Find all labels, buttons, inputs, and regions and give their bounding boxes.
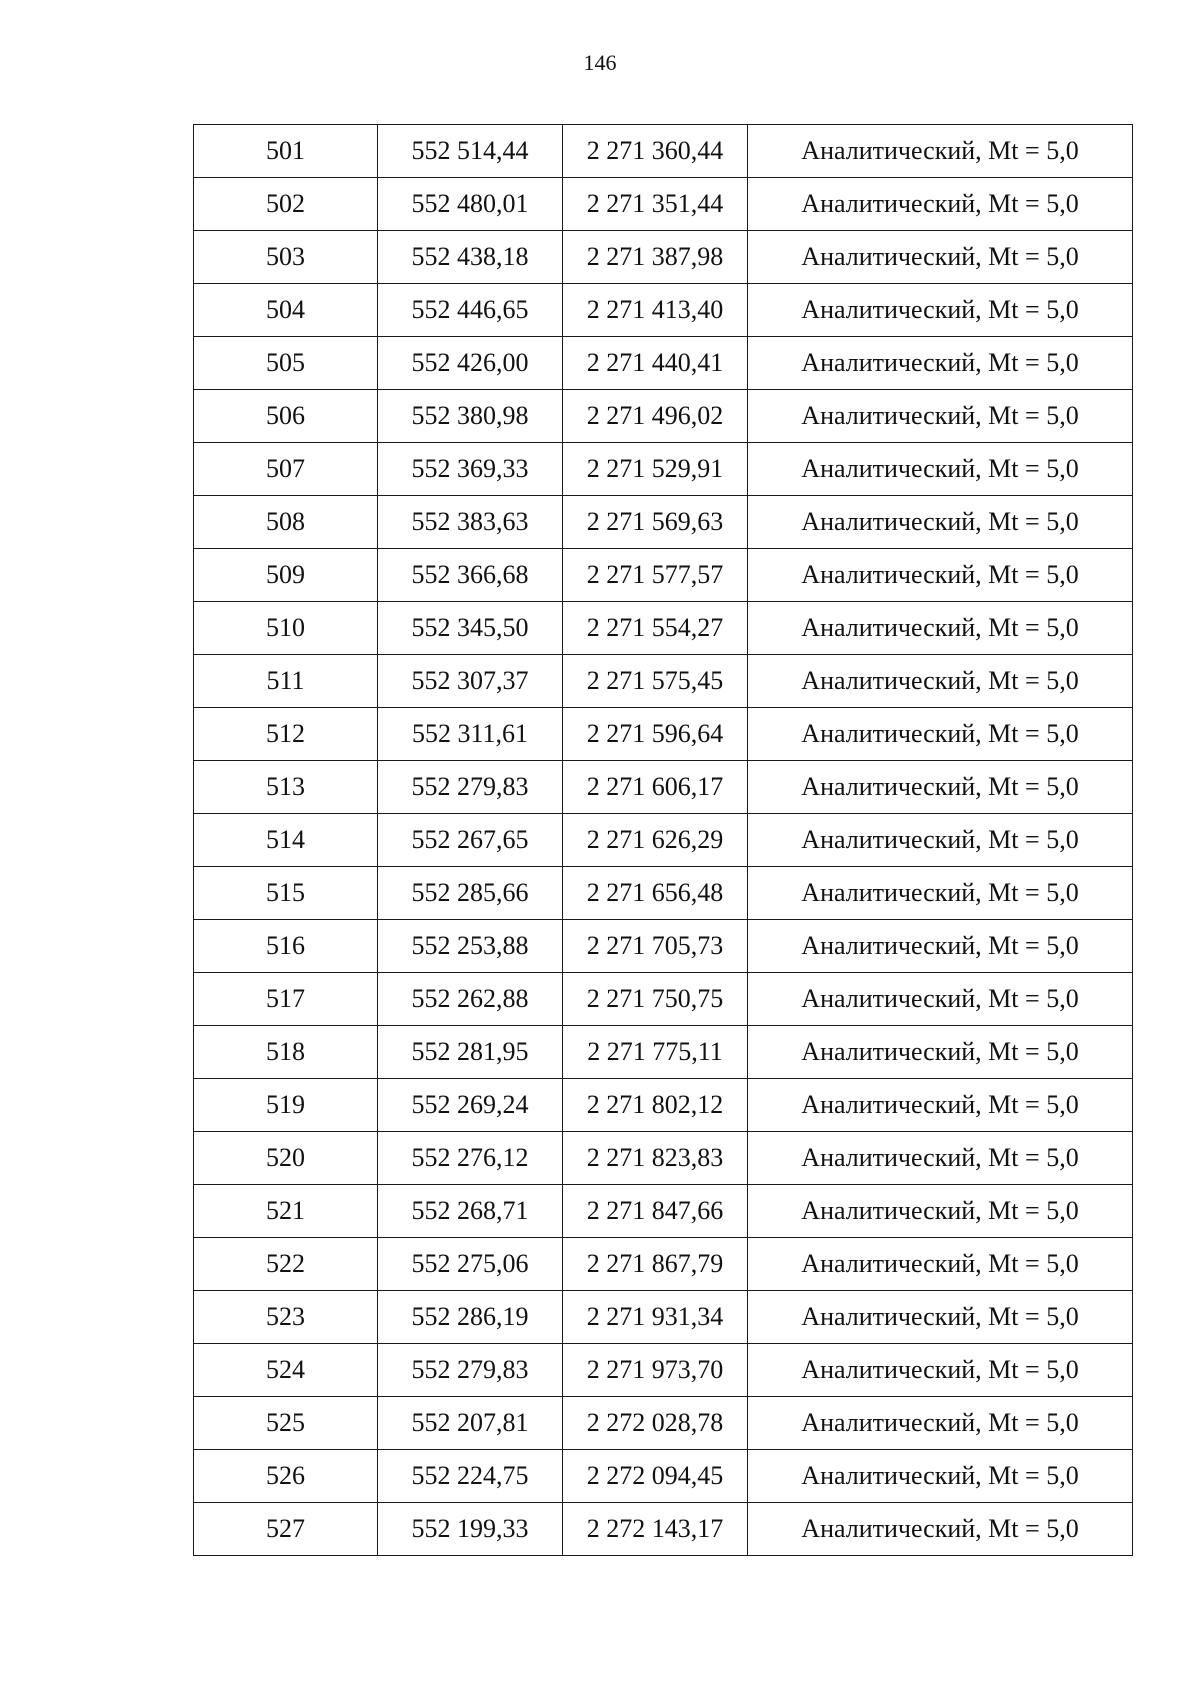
x-coordinate-cell: 552 276,12 [378, 1132, 563, 1185]
method-cell: Аналитический, Mt = 5,0 [748, 337, 1133, 390]
point-number-cell: 510 [194, 602, 378, 655]
y-coordinate-cell: 2 271 705,73 [563, 920, 748, 973]
method-cell: Аналитический, Mt = 5,0 [748, 1397, 1133, 1450]
point-number-cell: 509 [194, 549, 378, 602]
table-row [194, 814, 1133, 867]
y-coordinate-cell: 2 271 569,63 [563, 496, 748, 549]
x-coordinate-cell: 552 286,19 [378, 1291, 563, 1344]
point-number-cell: 505 [194, 337, 378, 390]
table-row [194, 761, 1133, 814]
method-cell: Аналитический, Mt = 5,0 [748, 1344, 1133, 1397]
table-row [194, 655, 1133, 708]
y-coordinate-cell: 2 271 656,48 [563, 867, 748, 920]
table-row [194, 1291, 1133, 1344]
point-number-cell: 516 [194, 920, 378, 973]
x-coordinate-cell: 552 269,24 [378, 1079, 563, 1132]
point-number-cell: 518 [194, 1026, 378, 1079]
point-number-cell: 502 [194, 178, 378, 231]
x-coordinate-cell: 552 366,68 [378, 549, 563, 602]
table-row [194, 1026, 1133, 1079]
method-cell: Аналитический, Mt = 5,0 [748, 125, 1133, 178]
x-coordinate-cell: 552 207,81 [378, 1397, 563, 1450]
y-coordinate-cell: 2 271 626,29 [563, 814, 748, 867]
x-coordinate-cell: 552 369,33 [378, 443, 563, 496]
y-coordinate-cell: 2 271 351,44 [563, 178, 748, 231]
y-coordinate-cell: 2 271 529,91 [563, 443, 748, 496]
y-coordinate-cell: 2 271 413,40 [563, 284, 748, 337]
table-row [194, 125, 1133, 178]
y-coordinate-cell: 2 271 606,17 [563, 761, 748, 814]
point-number-cell: 511 [194, 655, 378, 708]
x-coordinate-cell: 552 224,75 [378, 1450, 563, 1503]
point-number-cell: 526 [194, 1450, 378, 1503]
y-coordinate-cell: 2 271 440,41 [563, 337, 748, 390]
method-cell: Аналитический, Mt = 5,0 [748, 549, 1133, 602]
y-coordinate-cell: 2 271 387,98 [563, 231, 748, 284]
y-coordinate-cell: 2 271 847,66 [563, 1185, 748, 1238]
table-row [194, 443, 1133, 496]
method-cell: Аналитический, Mt = 5,0 [748, 708, 1133, 761]
y-coordinate-cell: 2 271 575,45 [563, 655, 748, 708]
table-row [194, 1344, 1133, 1397]
table-row [194, 284, 1133, 337]
method-cell: Аналитический, Mt = 5,0 [748, 655, 1133, 708]
table-row [194, 1450, 1133, 1503]
method-cell: Аналитический, Mt = 5,0 [748, 1291, 1133, 1344]
table-row [194, 1185, 1133, 1238]
table-row [194, 973, 1133, 1026]
x-coordinate-cell: 552 380,98 [378, 390, 563, 443]
x-coordinate-cell: 552 267,65 [378, 814, 563, 867]
point-number-cell: 513 [194, 761, 378, 814]
table-row [194, 496, 1133, 549]
x-coordinate-cell: 552 281,95 [378, 1026, 563, 1079]
method-cell: Аналитический, Mt = 5,0 [748, 178, 1133, 231]
method-cell: Аналитический, Mt = 5,0 [748, 284, 1133, 337]
y-coordinate-cell: 2 271 931,34 [563, 1291, 748, 1344]
method-cell: Аналитический, Mt = 5,0 [748, 1503, 1133, 1556]
y-coordinate-cell: 2 271 596,64 [563, 708, 748, 761]
point-number-cell: 524 [194, 1344, 378, 1397]
y-coordinate-cell: 2 271 496,02 [563, 390, 748, 443]
method-cell: Аналитический, Mt = 5,0 [748, 920, 1133, 973]
table-row [194, 1503, 1133, 1556]
table-row [194, 1397, 1133, 1450]
method-cell: Аналитический, Mt = 5,0 [748, 231, 1133, 284]
point-number-cell: 520 [194, 1132, 378, 1185]
method-cell: Аналитический, Mt = 5,0 [748, 814, 1133, 867]
y-coordinate-cell: 2 271 867,79 [563, 1238, 748, 1291]
x-coordinate-cell: 552 345,50 [378, 602, 563, 655]
x-coordinate-cell: 552 311,61 [378, 708, 563, 761]
point-number-cell: 517 [194, 973, 378, 1026]
x-coordinate-cell: 552 279,83 [378, 1344, 563, 1397]
table-row [194, 602, 1133, 655]
page-number: 146 [583, 50, 617, 75]
table-row [194, 231, 1133, 284]
point-number-cell: 507 [194, 443, 378, 496]
y-coordinate-cell: 2 272 094,45 [563, 1450, 748, 1503]
method-cell: Аналитический, Mt = 5,0 [748, 973, 1133, 1026]
point-number-cell: 519 [194, 1079, 378, 1132]
point-number-cell: 514 [194, 814, 378, 867]
point-number-cell: 527 [194, 1503, 378, 1556]
method-cell: Аналитический, Mt = 5,0 [748, 1238, 1133, 1291]
x-coordinate-cell: 552 514,44 [378, 125, 563, 178]
table-row [194, 337, 1133, 390]
method-cell: Аналитический, Mt = 5,0 [748, 1450, 1133, 1503]
method-cell: Аналитический, Mt = 5,0 [748, 867, 1133, 920]
y-coordinate-cell: 2 271 973,70 [563, 1344, 748, 1397]
table-row [194, 708, 1133, 761]
x-coordinate-cell: 552 438,18 [378, 231, 563, 284]
point-number-cell: 515 [194, 867, 378, 920]
method-cell: Аналитический, Mt = 5,0 [748, 1026, 1133, 1079]
table-row [194, 1079, 1133, 1132]
method-cell: Аналитический, Mt = 5,0 [748, 1079, 1133, 1132]
point-number-cell: 525 [194, 1397, 378, 1450]
point-number-cell: 521 [194, 1185, 378, 1238]
y-coordinate-cell: 2 271 775,11 [563, 1026, 748, 1079]
y-coordinate-cell: 2 271 750,75 [563, 973, 748, 1026]
table-row [194, 1238, 1133, 1291]
y-coordinate-cell: 2 271 554,27 [563, 602, 748, 655]
y-coordinate-cell: 2 271 577,57 [563, 549, 748, 602]
y-coordinate-cell: 2 271 360,44 [563, 125, 748, 178]
y-coordinate-cell: 2 272 143,17 [563, 1503, 748, 1556]
coordinates-table-body [194, 125, 1133, 1556]
x-coordinate-cell: 552 275,06 [378, 1238, 563, 1291]
table-row [194, 390, 1133, 443]
method-cell: Аналитический, Mt = 5,0 [748, 1185, 1133, 1238]
coordinates-table [193, 124, 1133, 1556]
point-number-cell: 504 [194, 284, 378, 337]
point-number-cell: 501 [194, 125, 378, 178]
point-number-cell: 523 [194, 1291, 378, 1344]
point-number-cell: 522 [194, 1238, 378, 1291]
method-cell: Аналитический, Mt = 5,0 [748, 761, 1133, 814]
x-coordinate-cell: 552 279,83 [378, 761, 563, 814]
x-coordinate-cell: 552 383,63 [378, 496, 563, 549]
y-coordinate-cell: 2 271 802,12 [563, 1079, 748, 1132]
point-number-cell: 508 [194, 496, 378, 549]
x-coordinate-cell: 552 199,33 [378, 1503, 563, 1556]
table-row [194, 1132, 1133, 1185]
point-number-cell: 506 [194, 390, 378, 443]
y-coordinate-cell: 2 272 028,78 [563, 1397, 748, 1450]
x-coordinate-cell: 552 307,37 [378, 655, 563, 708]
method-cell: Аналитический, Mt = 5,0 [748, 496, 1133, 549]
table-row [194, 178, 1133, 231]
method-cell: Аналитический, Mt = 5,0 [748, 1132, 1133, 1185]
x-coordinate-cell: 552 426,00 [378, 337, 563, 390]
method-cell: Аналитический, Mt = 5,0 [748, 602, 1133, 655]
x-coordinate-cell: 552 253,88 [378, 920, 563, 973]
point-number-cell: 512 [194, 708, 378, 761]
method-cell: Аналитический, Mt = 5,0 [748, 443, 1133, 496]
table-row [194, 920, 1133, 973]
point-number-cell: 503 [194, 231, 378, 284]
y-coordinate-cell: 2 271 823,83 [563, 1132, 748, 1185]
table-row [194, 867, 1133, 920]
x-coordinate-cell: 552 268,71 [378, 1185, 563, 1238]
method-cell: Аналитический, Mt = 5,0 [748, 390, 1133, 443]
x-coordinate-cell: 552 480,01 [378, 178, 563, 231]
table-row [194, 549, 1133, 602]
x-coordinate-cell: 552 446,65 [378, 284, 563, 337]
x-coordinate-cell: 552 285,66 [378, 867, 563, 920]
x-coordinate-cell: 552 262,88 [378, 973, 563, 1026]
